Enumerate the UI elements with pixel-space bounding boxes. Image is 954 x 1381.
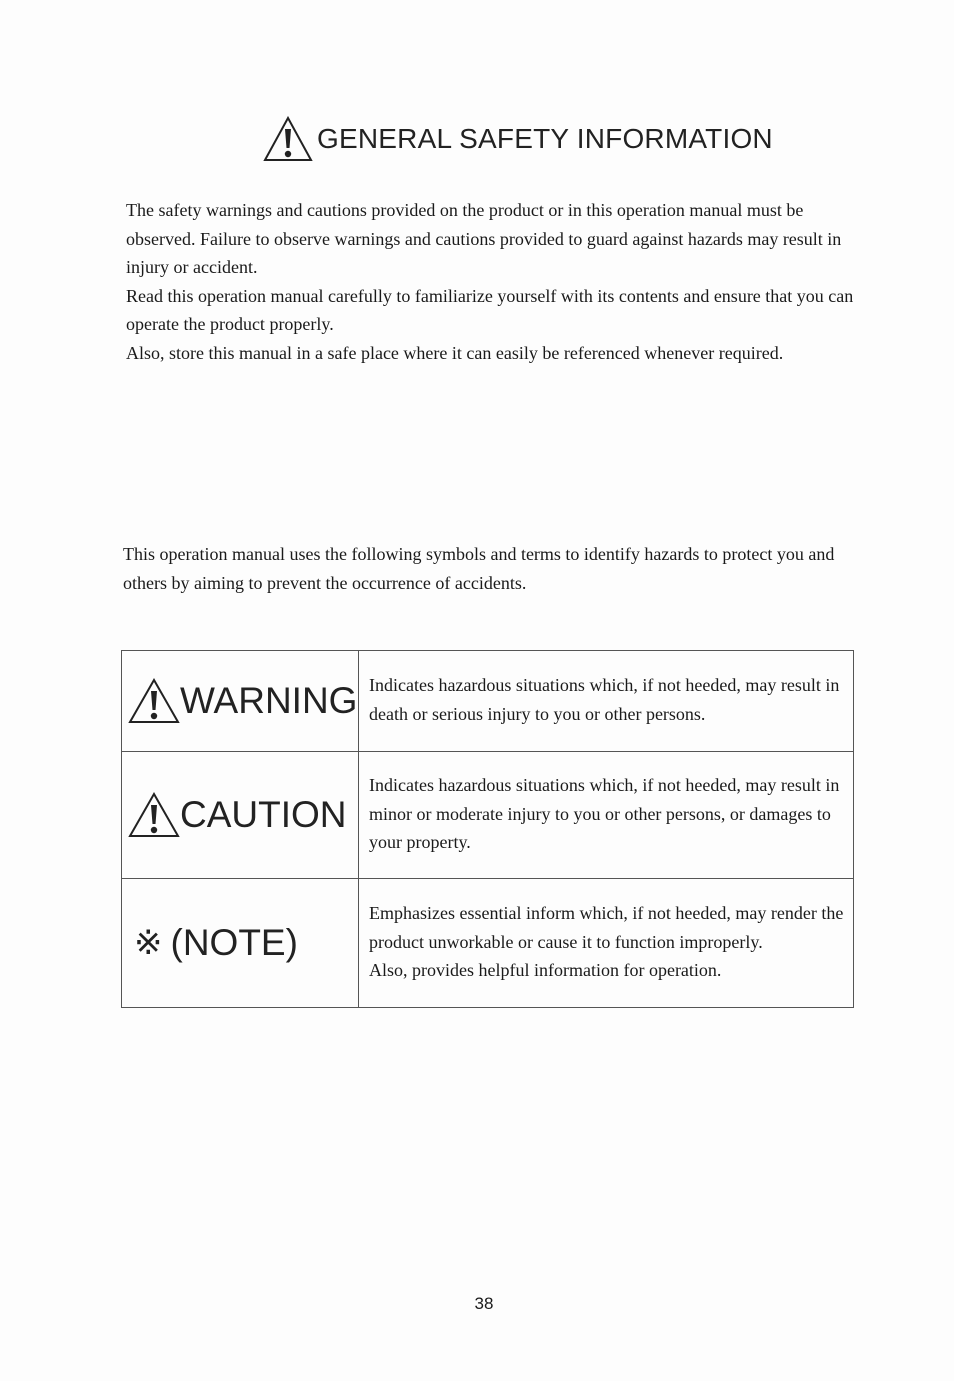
note-description-line: Emphasizes essential inform which, if not heeded, may render the product unworkable or cause it to function improperly. [369, 903, 844, 952]
symbols-intro-paragraph: This operation manual uses the following symbols and terms to identify hazards to protect you and others by aiming to prevent the occurrence of accidents. [123, 544, 835, 593]
warning-description: Indicates hazardous situations which, if not heeded, may result in death or serious injury to you or other persons. [359, 651, 854, 752]
note-description-line: Also, provides helpful information for operation. [369, 960, 722, 981]
intro-paragraph: Read this operation manual carefully to familiarize yourself with its contents and ensure that you can operate the product properly. [126, 285, 854, 335]
intro-paragraph: Also, store this manual in a safe place where it can easily be referenced whenever required. [126, 342, 784, 363]
note-label-cell [122, 879, 359, 1008]
table-row-caution [122, 752, 854, 879]
intro-paragraph: The safety warnings and cautions provided on the product or in this operation manual must be observed. Failure to observe warnings and cautions provided to guard against hazards may result in injury or accident. [126, 200, 842, 278]
caution-description: Indicates hazardous situations which, if not heeded, may result in minor or moderate injury to you or other persons, or damages to your property. [359, 752, 854, 879]
table-row-note [122, 879, 854, 1008]
hazard-symbols-table [121, 650, 854, 1008]
intro-section [126, 196, 866, 368]
caution-label-cell [122, 752, 359, 879]
reference-mark-icon: ※ [134, 924, 163, 962]
page-number: 38 [474, 1294, 494, 1313]
warning-triangle-icon [128, 792, 180, 838]
page-title [263, 116, 773, 162]
warning-label: WARNING [180, 680, 358, 721]
table-row-warning [122, 651, 854, 752]
warning-label-cell [122, 651, 359, 752]
note-label: (NOTE) [170, 922, 298, 963]
warning-triangle-icon [128, 678, 180, 724]
warning-triangle-icon [263, 116, 313, 162]
page-title-text: GENERAL SAFETY INFORMATION [317, 123, 773, 154]
note-description [359, 879, 854, 1008]
caution-label: CAUTION [180, 794, 347, 835]
